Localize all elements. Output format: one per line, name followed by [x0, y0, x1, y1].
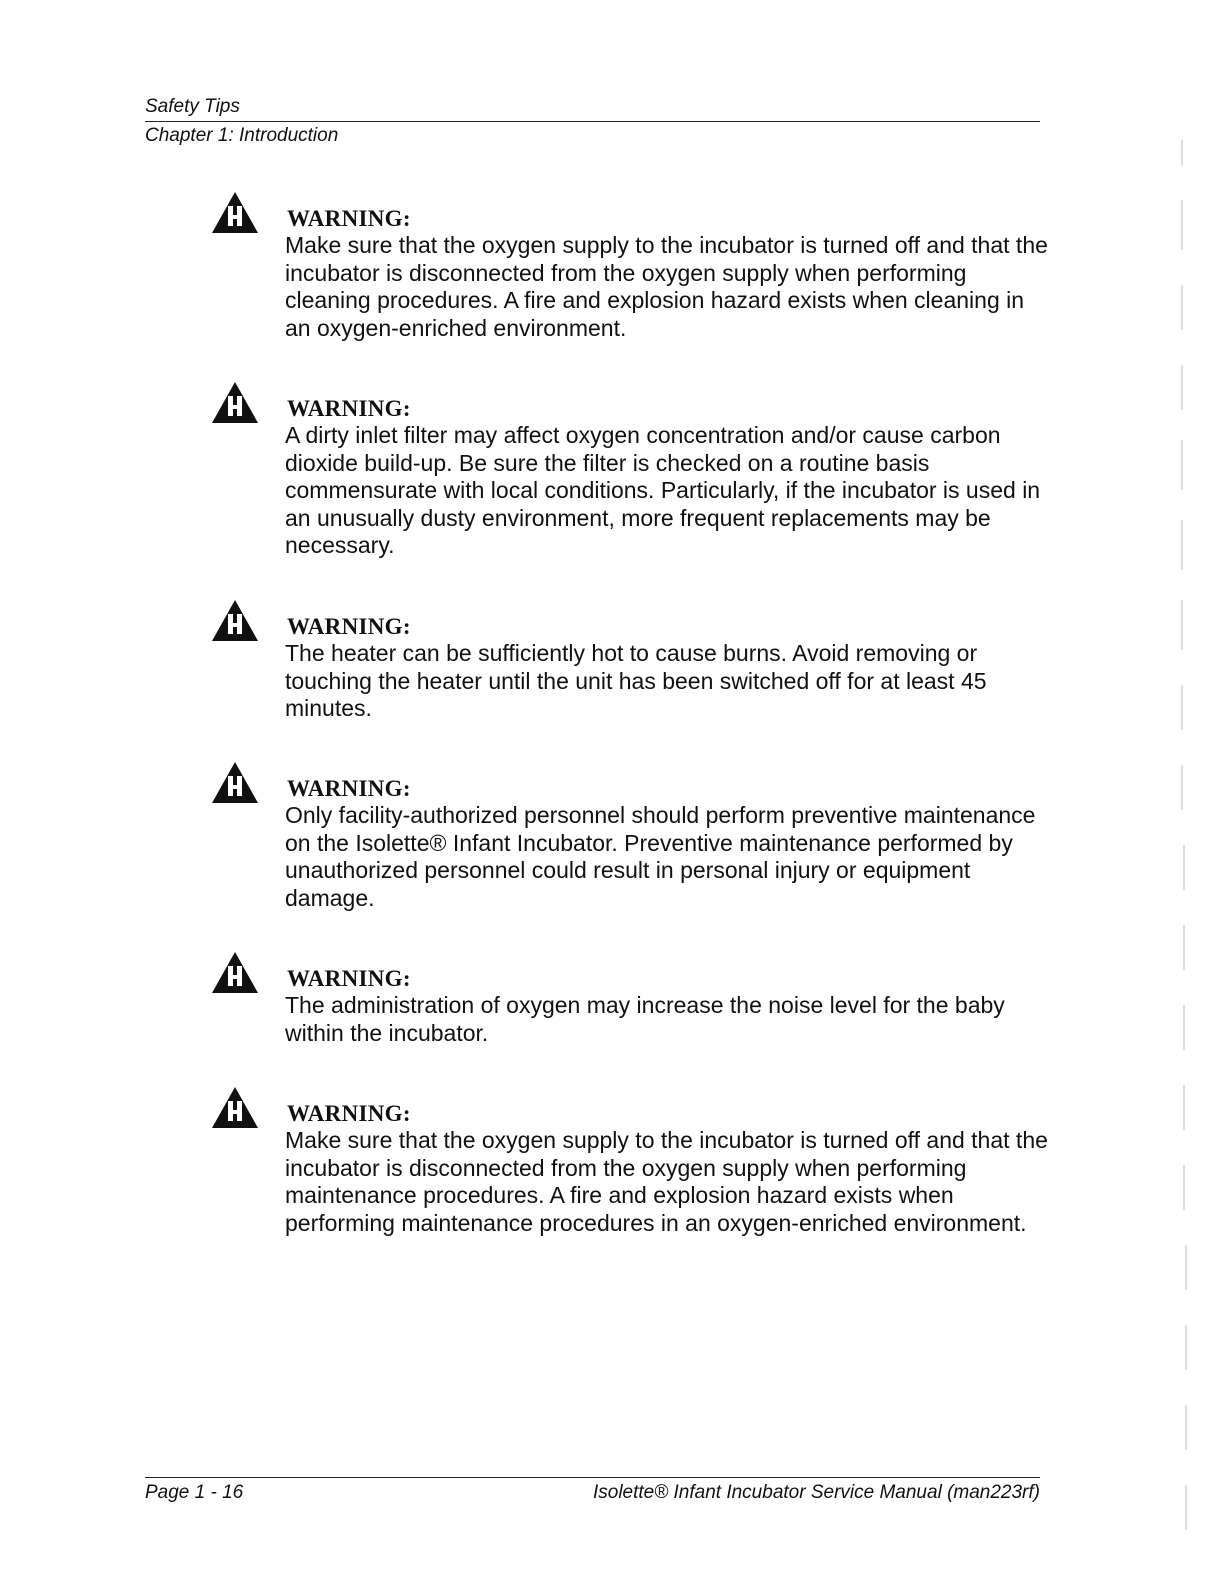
- section-title: Safety Tips: [145, 96, 1040, 122]
- scan-edge-marks: [1160, 0, 1200, 1580]
- manual-title: Isolette® Infant Incubator Service Manual (man223rf): [592, 1482, 1040, 1503]
- warning-triangle-icon: [210, 1085, 260, 1129]
- warning-title: WARNING:: [287, 776, 411, 801]
- warning-title: WARNING:: [287, 966, 411, 991]
- warning-text: Make sure that the oxygen supply to the incubator is turned off and that the incubator is disconnected from the oxygen supply when performing cleaning procedures. A fire and explosion hazard exists when cleaning in an oxygen-enriched environment.: [285, 232, 1048, 341]
- warning-title: WARNING:: [287, 396, 411, 421]
- page-header: [145, 96, 1040, 147]
- warning-title: WARNING:: [287, 206, 411, 231]
- warning-text: Make sure that the oxygen supply to the incubator is turned off and that the incubator is disconnected from the oxygen supply when performing maintenance procedures. A fire and explosion hazard exists when performing maintenance procedures in an oxygen-enriched environment.: [285, 1127, 1048, 1236]
- warning-text: A dirty inlet filter may affect oxygen concentration and/or cause carbon dioxide build-up. Be sure the filter is checked on a routine basis commensurate with local conditions. Particularly, if the incubator is used in an unusually dusty environment, more frequent replacements may be necessary.: [285, 422, 1041, 559]
- warning-triangle-icon: [210, 190, 260, 234]
- warning-text: The administration of oxygen may increase the noise level for the baby within the incubator.: [285, 992, 1005, 1046]
- warning-triangle-icon: [210, 950, 260, 994]
- warning-triangle-icon: [210, 760, 260, 804]
- warning-triangle-icon: [210, 380, 260, 424]
- warning-triangle-icon: [210, 598, 260, 642]
- page-footer: [145, 1477, 1040, 1503]
- warning-title: WARNING:: [287, 614, 411, 639]
- chapter-title: Chapter 1: Introduction: [145, 125, 339, 146]
- warning-text: The heater can be sufficiently hot to cause burns. Avoid removing or touching the heater until the unit has been switched off for at least 45 minutes.: [285, 640, 987, 722]
- warning-text: Only facility-authorized personnel should perform preventive maintenance on the Isolette® Infant Incubator. Preventive maintenance performed by unauthorized personnel could result in personal injury or equipment damage.: [285, 802, 1036, 911]
- page-number: Page 1 - 16: [145, 1482, 244, 1503]
- warning-title: WARNING:: [287, 1101, 411, 1126]
